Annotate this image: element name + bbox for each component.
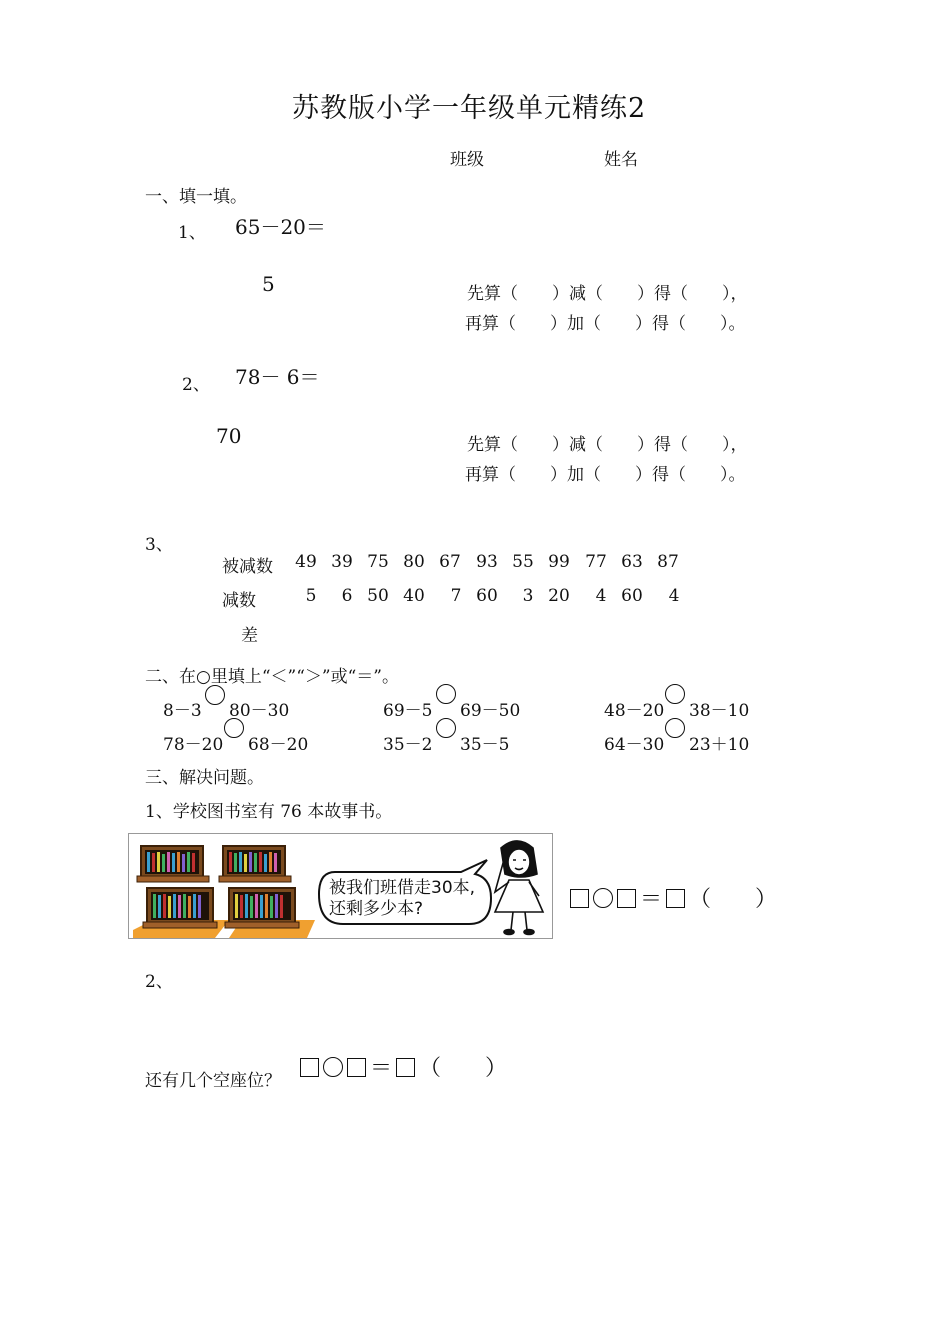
- minuend-label: 被减数: [222, 557, 273, 577]
- q1-number: 1、: [178, 223, 206, 243]
- compare-circle[interactable]: [436, 684, 456, 704]
- subtrahend-cell: 4: [595, 586, 607, 606]
- section3-heading: 三、解决问题。: [145, 768, 264, 788]
- q2-split-digit: 70: [216, 424, 242, 448]
- problem1-equation: [570, 882, 781, 913]
- minuend-cell: 49: [295, 552, 317, 572]
- page-title: 苏教版小学一年级单元精练2: [292, 93, 647, 124]
- compare-right: 35－5: [460, 735, 510, 755]
- compare-left: 69－5: [383, 701, 433, 721]
- q1-split-digit: 5: [262, 272, 275, 296]
- minuend-cell: 99: [548, 552, 570, 572]
- compare-right: 68－20: [248, 735, 309, 755]
- compare-left: 64－30: [604, 735, 665, 755]
- compare-left: 78－20: [163, 735, 224, 755]
- minuend-cell: 75: [367, 552, 389, 572]
- difference-label: 差: [241, 626, 258, 646]
- problem1-text: 1、学校图书室有 76 本故事书。: [145, 802, 393, 822]
- minuend-cell: 77: [585, 552, 607, 572]
- minuend-cell: 87: [657, 552, 679, 572]
- q1-expression: 65－20＝: [235, 215, 326, 239]
- subtrahend-cell: 7: [450, 586, 462, 606]
- subtrahend-cell: 6: [341, 586, 353, 606]
- library-illustration: [128, 833, 553, 939]
- compare-circle[interactable]: [205, 685, 225, 705]
- compare-right: 69－50: [460, 701, 521, 721]
- subtrahend-cell: 20: [548, 586, 570, 606]
- compare-right: 38－10: [689, 701, 750, 721]
- operator-circle[interactable]: [593, 888, 613, 908]
- compare-circle[interactable]: [224, 718, 244, 738]
- minuend-cell: 63: [621, 552, 643, 572]
- problem2-number: 2、: [145, 972, 173, 992]
- subtrahend-label: 减数: [222, 591, 256, 611]
- section1-heading: 一、填一填。: [145, 187, 247, 207]
- compare-circle[interactable]: [665, 718, 685, 738]
- unit-paren[interactable]: （ ）: [419, 1056, 508, 1081]
- speech-bubble-line2: 还剩多少本?: [329, 899, 424, 919]
- subtrahend-cell: 5: [305, 586, 317, 606]
- subtrahend-cell: 60: [476, 586, 498, 606]
- speech-bubble-line1: 被我们班借走30本,: [329, 878, 476, 898]
- compare-right: 23＋10: [689, 735, 750, 755]
- subtrahend-cell: 3: [522, 586, 534, 606]
- compare-left: 8－3: [163, 701, 202, 721]
- compare-left: 48－20: [604, 701, 665, 721]
- subtrahend-cell: 60: [621, 586, 643, 606]
- answer-box[interactable]: [347, 1058, 366, 1077]
- answer-box[interactable]: [396, 1058, 415, 1077]
- q2-line1: 先算（ ）减（ ）得（ ），: [467, 435, 748, 455]
- problem2-equation: [300, 1051, 511, 1082]
- q2-line2: 再算（ ）加（ ）得（ ）。: [465, 465, 746, 485]
- q1-line1: 先算（ ）减（ ）得（ ），: [467, 284, 748, 304]
- section2-heading: 二、在○里填上“＜”“＞”或“＝”。: [145, 667, 399, 687]
- minuend-cell: 93: [476, 552, 498, 572]
- minuend-cell: 80: [403, 552, 425, 572]
- compare-left: 35－2: [383, 735, 433, 755]
- minuend-cell: 39: [331, 552, 353, 572]
- compare-circle[interactable]: [665, 684, 685, 704]
- answer-box[interactable]: [570, 889, 589, 908]
- answer-box[interactable]: [617, 889, 636, 908]
- compare-circle[interactable]: [436, 718, 456, 738]
- q1-line2: 再算（ ）加（ ）得（ ）。: [465, 314, 746, 334]
- subtrahend-cell: 40: [403, 586, 425, 606]
- unit-paren[interactable]: （ ）: [689, 887, 778, 912]
- q3-number: 3、: [145, 535, 173, 555]
- minuend-cell: 67: [439, 552, 461, 572]
- name-label: 姓名: [604, 150, 638, 170]
- q2-expression: 78－ 6＝: [235, 365, 320, 389]
- operator-circle[interactable]: [323, 1057, 343, 1077]
- subtrahend-cell: 4: [668, 586, 680, 606]
- equals-sign: ＝: [370, 1056, 393, 1081]
- compare-right: 80－30: [229, 701, 290, 721]
- minuend-cell: 55: [512, 552, 534, 572]
- subtrahend-cell: 50: [367, 586, 389, 606]
- class-label: 班级: [450, 150, 484, 170]
- answer-box[interactable]: [666, 889, 685, 908]
- answer-box[interactable]: [300, 1058, 319, 1077]
- problem2-question: 还有几个空座位？: [145, 1071, 281, 1091]
- q2-number: 2、: [182, 375, 210, 395]
- equals-sign: ＝: [640, 887, 663, 912]
